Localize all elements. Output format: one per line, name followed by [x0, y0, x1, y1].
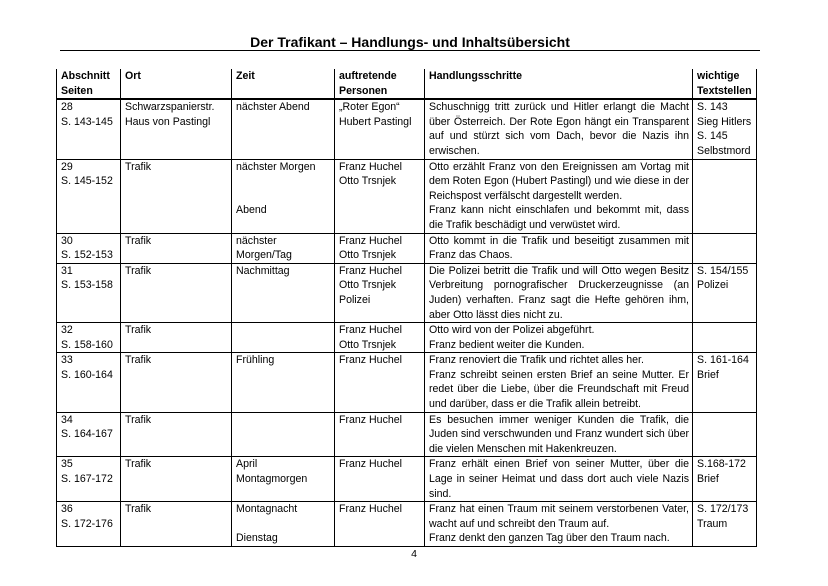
cell-line: Frühling — [236, 354, 275, 367]
cell-line: Trafik — [125, 234, 152, 247]
cell-textstellen — [693, 159, 757, 233]
cell-line: Personen — [339, 84, 388, 97]
cell-line: Trafik — [125, 503, 152, 516]
cell-personen — [335, 263, 425, 322]
cell-line: Franz Huchel — [339, 264, 402, 277]
cell-line: S. 143-145 — [61, 115, 113, 128]
cell-line: S. 154/155 — [697, 264, 749, 277]
cell-line: Trafik — [125, 413, 152, 426]
overview-table — [56, 69, 757, 547]
cell-abschnitt — [57, 99, 121, 159]
cell-personen — [335, 159, 425, 233]
cell-line: 28 — [61, 101, 73, 114]
cell-line: Montagnacht — [236, 503, 298, 516]
cell-personen — [335, 457, 425, 502]
cell-line: Franz denkt den ganzen Tag über den Traum nach. — [429, 532, 670, 545]
cell-zeit — [232, 323, 335, 353]
cell-line: S. 160-164 — [61, 368, 113, 381]
cell-abschnitt — [57, 457, 121, 502]
cell-line: S. 152-153 — [61, 249, 113, 262]
cell-line: S. 167-172 — [61, 473, 113, 486]
cell-line: Franz erhält einen Brief von seiner Mutter, über die Lage in seiner Heimat und dass dort auch viele Nazis sind. — [429, 458, 689, 500]
cell-line: Handlungsschritte — [429, 70, 523, 82]
cell-line: Abschnitt — [61, 70, 110, 82]
table-row — [57, 159, 757, 233]
cell-line: Otto Trsnjek — [339, 338, 397, 351]
cell-line: S. 161-164 — [697, 354, 749, 367]
cell-handlung — [425, 99, 693, 159]
cell-line: 35 — [61, 458, 73, 471]
cell-handlung — [425, 353, 693, 412]
cell-line: Traum — [697, 517, 728, 530]
cell-ort — [121, 159, 232, 233]
cell-line: Franz Huchel — [339, 324, 402, 337]
cell-zeit — [232, 99, 335, 159]
cell-line: Hubert Pastingl — [339, 115, 412, 128]
cell-line: 32 — [61, 324, 73, 337]
cell-personen — [335, 99, 425, 159]
page-number: 4 — [411, 548, 417, 560]
table-row — [57, 99, 757, 159]
cell-line: S. 164-167 — [61, 428, 113, 441]
cell-ort — [121, 99, 232, 159]
cell-line: Textstellen — [697, 84, 752, 97]
cell-line: Zeit — [236, 70, 255, 82]
cell-line: Franz Huchel — [339, 354, 402, 367]
cell-zeit — [232, 263, 335, 322]
cell-line: S. 158-160 — [61, 338, 113, 351]
table-row — [57, 412, 757, 457]
cell-line: Die Polizei betritt die Trafik und will Otto wegen Besitz Verbreitung pornografischer Druckerzeugnisse (an Juden) verhaften. Franz sagt die Hefte gehören ihm, aber Otto lässt dies nicht zu. — [429, 264, 689, 321]
cell-line: „Roter Egon“ — [339, 101, 400, 114]
header-ort — [121, 69, 232, 99]
cell-handlung — [425, 233, 693, 263]
cell-ort — [121, 323, 232, 353]
cell-personen — [335, 353, 425, 412]
cell-line: Trafik — [125, 264, 152, 277]
cell-line: Franz schreibt seinen ersten Brief an seine Mutter. Er redet über die Liebe, über die Freundschaft mit Freud und darüber, dass er die Trafik allein betreibt. — [429, 368, 689, 411]
cell-line: Trafik — [125, 354, 152, 367]
cell-line: Trafik — [125, 458, 152, 471]
cell-line: Seiten — [61, 84, 93, 97]
cell-line: Brief — [697, 368, 719, 381]
cell-line: 29 — [61, 160, 73, 173]
cell-line: Sieg Hitlers — [697, 115, 752, 128]
cell-personen — [335, 233, 425, 263]
cell-line: Selbstmord — [697, 144, 751, 157]
cell-line: Nachmittag — [236, 264, 290, 277]
cell-line: Franz Huchel — [339, 413, 402, 426]
cell-handlung — [425, 412, 693, 457]
cell-zeit — [232, 412, 335, 457]
cell-line: Morgen/Tag — [236, 249, 292, 262]
cell-line: Franz Huchel — [339, 503, 402, 516]
header-personen — [335, 69, 425, 99]
cell-abschnitt — [57, 233, 121, 263]
cell-line: 33 — [61, 354, 73, 367]
cell-line: nächster Abend — [236, 101, 310, 114]
cell-line: Franz kann nicht einschlafen und bekommt mit, dass die Trafik beschädigt und verwüstet wird. — [429, 204, 689, 231]
cell-line: 30 — [61, 234, 73, 247]
cell-line: Schwarzspanierstr. — [125, 101, 215, 114]
cell-textstellen — [693, 323, 757, 353]
table-row — [57, 263, 757, 322]
table-row — [57, 233, 757, 263]
cell-line: S. 172/173 — [697, 503, 749, 516]
cell-line: Franz Huchel — [339, 458, 402, 471]
cell-line: S. 145 — [697, 130, 728, 143]
cell-line: Polizei — [339, 293, 371, 306]
cell-line: Otto Trsnjek — [339, 175, 397, 188]
cell-zeit — [232, 353, 335, 412]
cell-line: nächster Morgen — [236, 160, 316, 173]
header-handlung — [425, 69, 693, 99]
cell-handlung — [425, 159, 693, 233]
cell-line: Otto kommt in die Trafik und beseitigt zusammen mit Franz das Chaos. — [429, 234, 689, 262]
cell-line: Trafik — [125, 324, 152, 337]
cell-textstellen — [693, 99, 757, 159]
cell-textstellen — [693, 502, 757, 547]
cell-abschnitt — [57, 502, 121, 547]
cell-line: 34 — [61, 413, 73, 426]
cell-line: Franz renoviert die Trafik und richtet alles her. — [429, 354, 644, 367]
cell-zeit — [232, 502, 335, 547]
cell-textstellen — [693, 457, 757, 502]
cell-handlung — [425, 457, 693, 502]
cell-line: Franz Huchel — [339, 234, 402, 247]
cell-abschnitt — [57, 353, 121, 412]
cell-line: 36 — [61, 503, 73, 516]
cell-line: Brief — [697, 473, 719, 486]
cell-line — [236, 517, 331, 532]
cell-personen — [335, 412, 425, 457]
cell-abschnitt — [57, 263, 121, 322]
cell-textstellen — [693, 233, 757, 263]
cell-zeit — [232, 457, 335, 502]
cell-line: Polizei — [697, 279, 729, 292]
cell-ort — [121, 233, 232, 263]
header-abschnitt — [57, 69, 121, 99]
cell-line: S.168-172 — [697, 458, 746, 471]
cell-ort — [121, 502, 232, 547]
cell-personen — [335, 502, 425, 547]
title-underline — [60, 50, 760, 51]
cell-line: Es besuchen immer weniger Kunden die Trafik, die Juden sind verschwunden und Franz wundert sich über die vielen Menschen mit Hakenkreuzen. — [429, 413, 689, 455]
cell-line: Schuschnigg tritt zurück und Hitler erlangt die Macht über Österreich. Der Rote Egon hängt ein Transparent auf und stürzt sich vom Dach, bevor die Nazis ihn erwischen. — [429, 101, 689, 157]
cell-line: Otto erzählt Franz von den Ereignissen am Vortag mit dem Roten Egon (Hubert Pastingl) und wie diese in der Reichspost verfälscht dargestellt werden. — [429, 160, 689, 202]
cell-line: Abend — [236, 204, 267, 217]
table-row — [57, 502, 757, 547]
cell-line: auftretende — [339, 70, 397, 82]
header-textstellen — [693, 69, 757, 99]
cell-textstellen — [693, 412, 757, 457]
cell-line: Haus von Pastingl — [125, 115, 211, 128]
cell-ort — [121, 457, 232, 502]
table-row — [57, 353, 757, 412]
cell-abschnitt — [57, 323, 121, 353]
cell-line: nächster — [236, 234, 277, 247]
cell-line: wichtige — [697, 70, 740, 82]
table-body — [57, 99, 757, 546]
cell-line: Trafik — [125, 160, 152, 173]
cell-ort — [121, 263, 232, 322]
cell-line: Dienstag — [236, 532, 278, 545]
cell-line: S. 172-176 — [61, 517, 113, 530]
cell-line: April — [236, 458, 258, 471]
cell-line: Otto Trsnjek — [339, 249, 397, 262]
cell-line — [236, 189, 331, 204]
cell-line: Otto Trsnjek — [339, 279, 397, 292]
cell-abschnitt — [57, 159, 121, 233]
cell-ort — [121, 412, 232, 457]
cell-line: Ort — [125, 70, 141, 82]
cell-handlung — [425, 502, 693, 547]
table-row — [57, 457, 757, 502]
cell-line: Franz bedient weiter die Kunden. — [429, 338, 585, 351]
cell-line: Otto wird von der Polizei abgeführt. — [429, 324, 595, 337]
cell-line: S. 153-158 — [61, 279, 113, 292]
cell-line: S. 145-152 — [61, 175, 113, 188]
cell-zeit — [232, 159, 335, 233]
table-row — [57, 323, 757, 353]
cell-textstellen — [693, 353, 757, 412]
cell-personen — [335, 323, 425, 353]
header-row — [57, 69, 757, 99]
cell-zeit — [232, 233, 335, 263]
cell-line — [236, 174, 331, 189]
cell-line: S. 143 — [697, 101, 728, 114]
cell-handlung — [425, 263, 693, 322]
cell-line: Franz Huchel — [339, 160, 402, 173]
cell-line: Franz hat einen Traum mit seinem verstorbenen Vater, wacht auf und schreibt den Traum auf. — [429, 503, 689, 530]
page-title: Der Trafikant – Handlungs- und Inhaltsübersicht — [250, 34, 570, 50]
cell-line: 31 — [61, 264, 73, 277]
cell-line: Montagmorgen — [236, 473, 308, 486]
header-zeit — [232, 69, 335, 99]
cell-ort — [121, 353, 232, 412]
cell-textstellen — [693, 263, 757, 322]
cell-abschnitt — [57, 412, 121, 457]
cell-handlung — [425, 323, 693, 353]
